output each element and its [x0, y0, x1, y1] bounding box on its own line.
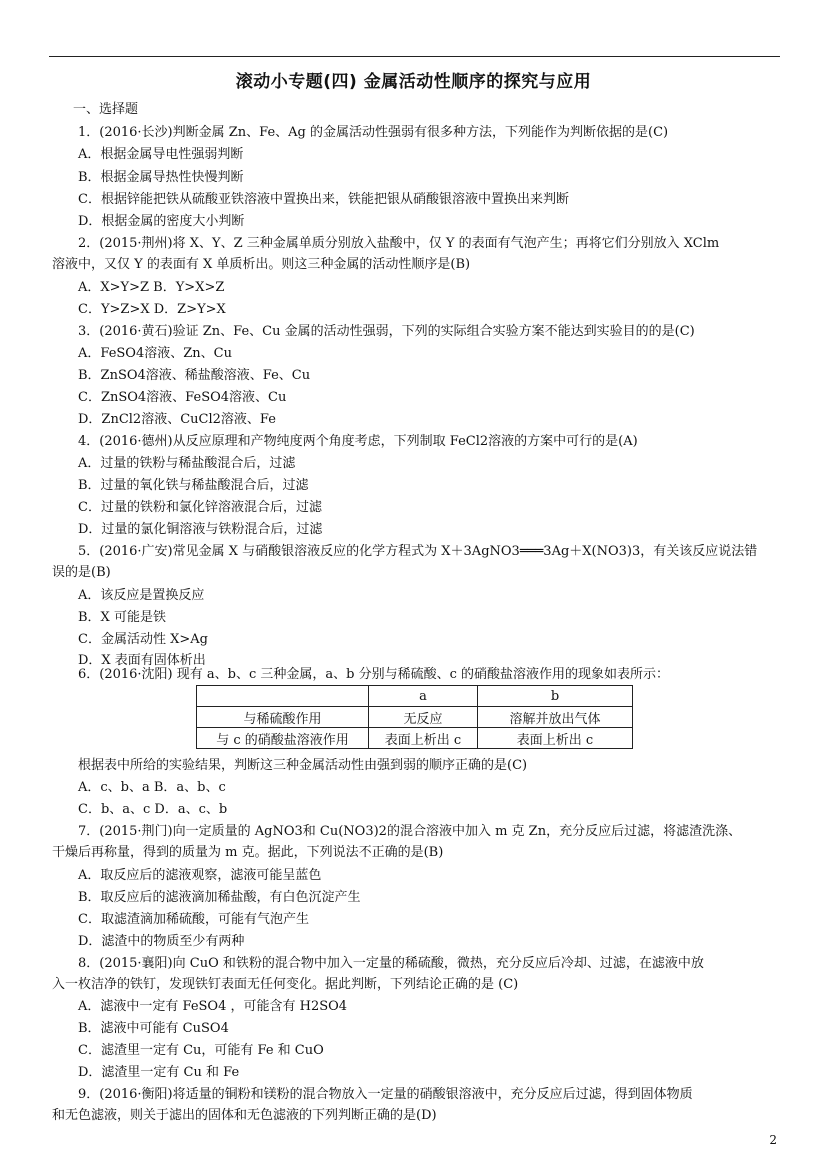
- q3-option-d: D．ZnCl2溶液、CuCl2溶液、Fe: [78, 412, 276, 427]
- q2-options-cd: C．Y>Z>X D．Z>Y>X: [78, 302, 226, 317]
- q6-options-ab: A．c、b、a B．a、b、c: [78, 780, 226, 795]
- table-cell: 表面上析出 c: [369, 728, 478, 749]
- q1-option-a: A．根据金属导电性强弱判断: [78, 147, 244, 162]
- q2-options-ab: A．X>Y>Z B．Y>X>Z: [78, 280, 225, 295]
- table-cell: 无反应: [369, 707, 478, 728]
- q6-options-cd: C．b、a、c D．a、c、b: [78, 802, 228, 817]
- q4-option-a: A．过量的铁粉与稀盐酸混合后，过滤: [78, 456, 296, 471]
- question-6-prompt: 根据表中所给的实验结果，判断这三种金属活动性由强到弱的顺序正确的是(C): [78, 758, 528, 773]
- question-5: 5．(2016·广安)常见金属 X 与硝酸银溶液反应的化学方程式为 X＋3AgNO3═══3Ag＋X(NO3)3，有关该反应说法错: [78, 544, 758, 559]
- section-heading: 一、选择题: [73, 102, 139, 117]
- question-7: 7．(2015·荆门)向一定质量的 AgNO3和 Cu(NO3)2的混合溶液中加入 m 克 Zn，充分反应后过滤，将滤渣洗涤、: [78, 824, 742, 839]
- q1-option-c: C．根据锌能把铁从硫酸亚铁溶液中置换出来，铁能把银从硝酸银溶液中置换出来判断: [78, 192, 569, 207]
- q5-option-a: A．该反应是置换反应: [78, 588, 205, 603]
- q4-option-b: B．过量的氧化铁与稀盐酸混合后，过滤: [78, 478, 309, 493]
- table-row: [197, 707, 633, 728]
- question-9: 9．(2016·衡阳)将适量的铜粉和镁粉的混合物放入一定量的硝酸银溶液中，充分反应后过滤，得到固体物质: [78, 1087, 693, 1102]
- q3-option-b: B．ZnSO4溶液、稀盐酸溶液、Fe、Cu: [78, 368, 311, 383]
- question-8: 8．(2015·襄阳)向 CuO 和铁粉的混合物中加入一定量的稀硫酸，微热，充分反应后冷却、过滤，在滤液中放: [78, 956, 704, 971]
- q3-option-c: C．ZnSO4溶液、FeSO4溶液、Cu: [78, 390, 287, 405]
- q8-option-c: C．滤渣里一定有 Cu，可能有 Fe 和 CuO: [78, 1043, 324, 1058]
- question-4: 4．(2016·德州)从反应原理和产物纯度两个角度考虑，下列制取 FeCl2溶液的方案中可行的是(A): [78, 434, 638, 449]
- table-cell: [197, 686, 369, 707]
- question-8-cont: 入一枚洁净的铁钉，发现铁钉表面无任何变化。据此判断，下列结论正确的是 (C): [52, 977, 519, 992]
- question-9-cont: 和无色滤液，则关于滤出的固体和无色滤液的下列判断正确的是(D): [52, 1108, 437, 1123]
- table-row: [197, 728, 633, 749]
- q1-option-d: D．根据金属的密度大小判断: [78, 214, 245, 229]
- page-number: 2: [769, 1133, 777, 1147]
- q7-option-a: A．取反应后的滤液观察，滤液可能呈蓝色: [78, 868, 322, 883]
- q8-option-b: B．滤液中可能有 CuSO4: [78, 1021, 229, 1036]
- table-cell: 与稀硫酸作用: [197, 707, 369, 728]
- question-2-cont: 溶液中，又仅 Y 的表面有 X 单质析出。则这三种金属的活动性顺序是(B): [52, 257, 471, 272]
- question-6: 6．(2016·沈阳) 现有 a、b、c 三种金属，a、b 分别与稀硫酸、c 的硝酸盐溶液作用的现象如表所示：: [78, 667, 669, 682]
- q8-option-a: A．滤液中一定有 FeSO4 ，可能含有 H2SO4: [78, 999, 348, 1014]
- header-rule: [49, 56, 780, 57]
- q7-option-c: C．取滤渣滴加稀硫酸，可能有气泡产生: [78, 912, 309, 927]
- table-row: [197, 686, 633, 707]
- q7-option-b: B．取反应后的滤液滴加稀盐酸，有白色沉淀产生: [78, 890, 361, 905]
- question-5-cont: 误的是(B): [52, 565, 111, 580]
- q4-option-c: C．过量的铁粉和氯化锌溶液混合后，过滤: [78, 500, 322, 515]
- q7-option-d: D．滤渣中的物质至少有两种: [78, 934, 245, 949]
- table-cell: 溶解并放出气体: [478, 707, 633, 728]
- results-table: [196, 685, 633, 749]
- q5-option-c: C．金属活动性 X>Ag: [78, 632, 208, 647]
- table-cell: 表面上析出 c: [478, 728, 633, 749]
- table-header-cell: a: [369, 686, 478, 707]
- q5-option-b: B．X 可能是铁: [78, 610, 166, 625]
- table-header-cell: b: [478, 686, 633, 707]
- q8-option-d: D．滤渣里一定有 Cu 和 Fe: [78, 1065, 240, 1080]
- q1-option-b: B．根据金属导热性快慢判断: [78, 170, 244, 185]
- page-title: 滚动小专题(四) 金属活动性顺序的探究与应用: [235, 72, 592, 92]
- question-7-cont: 干燥后再称量，得到的质量为 m 克。据此，下列说法不正确的是(B): [52, 845, 444, 860]
- q4-option-d: D．过量的氯化铜溶液与铁粉混合后，过滤: [78, 522, 323, 537]
- q5-option-d: D．X 表面有固体析出: [78, 653, 206, 668]
- q3-option-a: A．FeSO4溶液、Zn、Cu: [78, 346, 232, 361]
- question-1: 1．(2016·长沙)判断金属 Zn、Fe、Ag 的金属活动性强弱有很多种方法，下列能作为判断依据的是(C): [78, 125, 669, 140]
- table-cell: 与 c 的硝酸盐溶液作用: [197, 728, 369, 749]
- question-2: 2．(2015·荆州)将 X、Y、Z 三种金属单质分别放入盐酸中，仅 Y 的表面有气泡产生；再将它们分别放入 XClm: [78, 236, 720, 251]
- question-3: 3．(2016·黄石)验证 Zn、Fe、Cu 金属的活动性强弱，下列的实际组合实验方案不能达到实验目的的是(C): [78, 324, 695, 339]
